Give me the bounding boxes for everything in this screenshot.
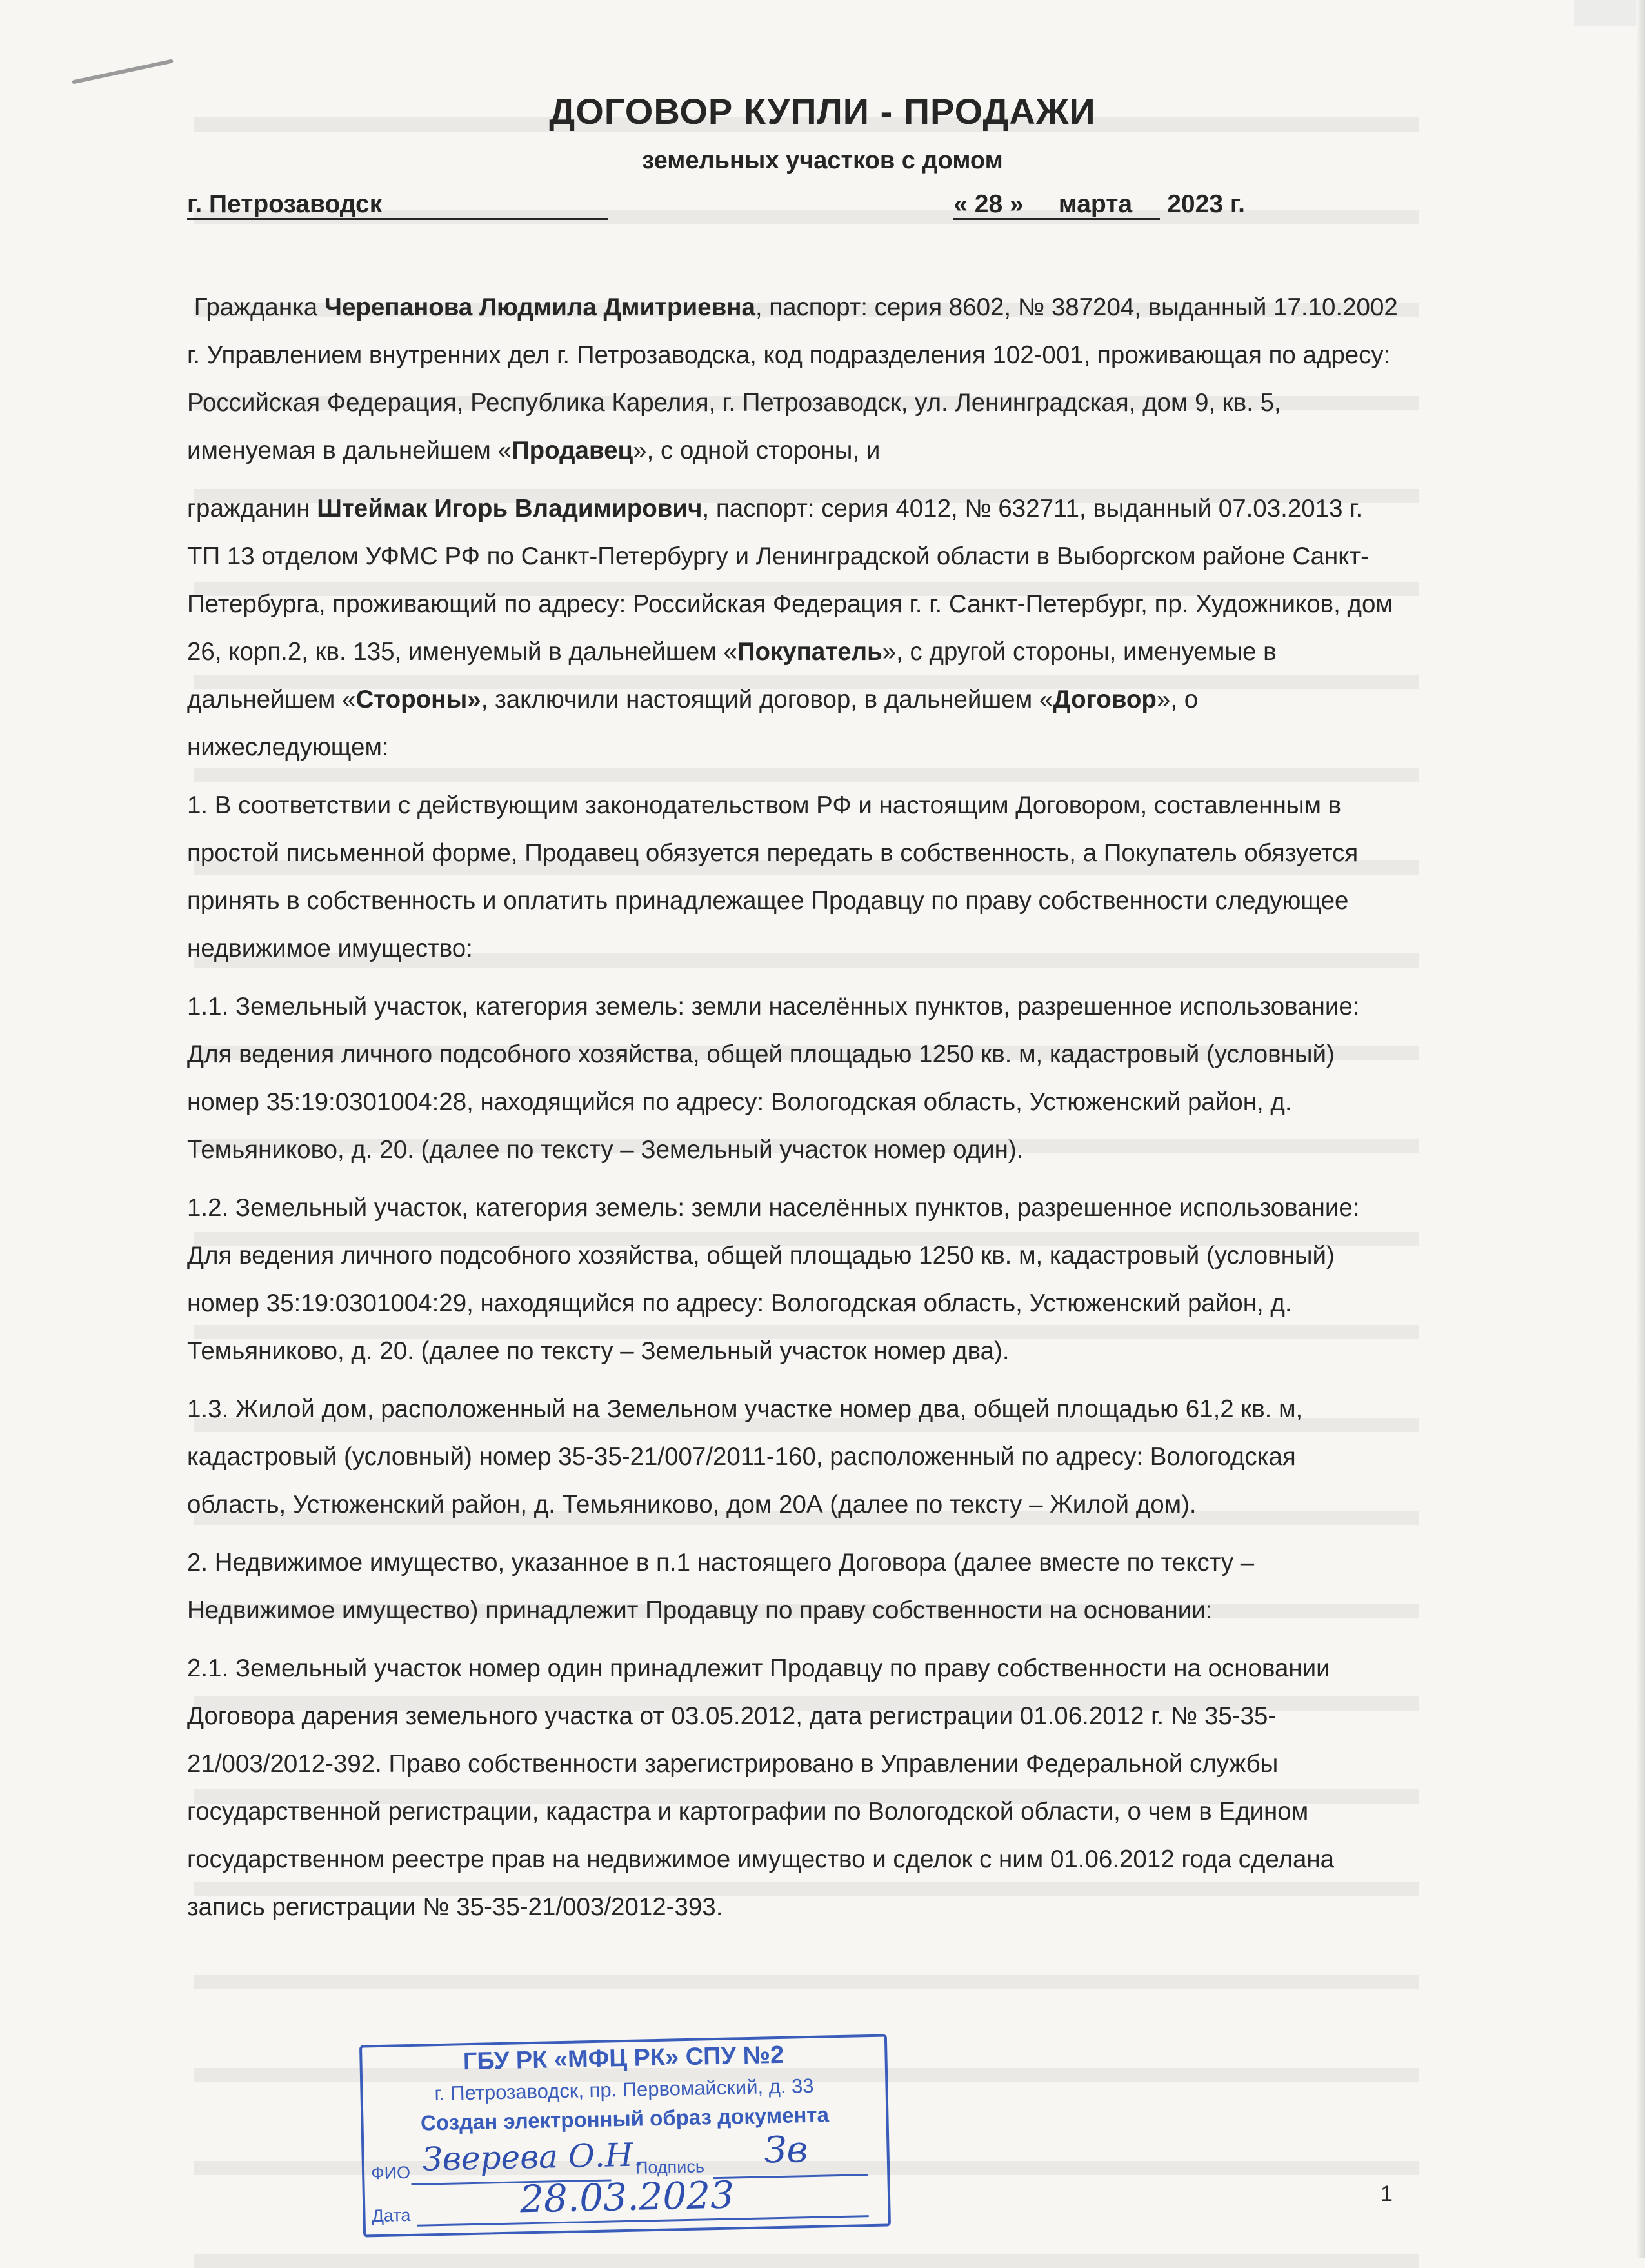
- buyer-paragraph: [187, 485, 1400, 771]
- mfc-stamp: [359, 2034, 891, 2237]
- seller-role: Продавец: [511, 437, 633, 464]
- seller-name: Черепанова Людмила Дмитриевна: [324, 293, 755, 321]
- staple-mark: [72, 59, 174, 84]
- stamp-date-handwriting: 28.03.2023: [519, 2173, 735, 2222]
- seller-prefix: Гражданка: [194, 293, 324, 321]
- city: г. Петрозаводск: [187, 190, 608, 220]
- clause-2: 2. Недвижимое имущество, указанное в п.1 настоящего Договора (далее вместе по тексту – Недвижимое имущество) принадлежит Продавцу по праву собственности на основании:: [187, 1549, 1255, 1624]
- seller-details: , паспорт: серия 8602, № 387204, выданный 17.10.2002 г. Управлением внутренних дел г. Петрозаводска, код подразделения 102-001, проживающая по адресу: Российская Федерация, Республика Карелия, г. Петрозаводск, ул. Ленинградская, дом 9, кв. 5, именуемая в дальнейшем «: [187, 293, 1398, 464]
- stamp-address: г. Петрозаводск, пр. Первомайский, д. 33: [434, 2074, 814, 2105]
- buyer-prefix: гражданин: [187, 495, 317, 522]
- seller-tail: », с одной стороны, и: [633, 437, 881, 464]
- buyer-details: , паспорт: серия 4012, № 632711, выданный 07.03.2013 г. ТП 13 отделом УФМС РФ по Санкт-Петербургу и Ленинградской области в Выборгском районе Санкт-Петербурга, проживающий по адресу: Российская Федерация г. г. Санкт-Петербург, пр. Художников, дом 26, корп.2, кв. 135, именуемый в дальнейшем «: [187, 495, 1393, 666]
- contract-role: Договор: [1053, 686, 1157, 713]
- paper-corner: [1574, 0, 1645, 26]
- clause-1-1: 1.1. Земельный участок, категория земель: земли населённых пунктов, разрешенное использование: Для ведения личного подсобного хозяйства, общей площадью 1250 кв. м, кадастровый (условный) номер 35:19:0301004:28, находящийся по адресу: Вологодская область, Устюженский район, д. Темьяниково, д. 20. (далее по тексту – Земельный участок номер один).: [187, 993, 1360, 1164]
- date-close-quote: »: [1010, 190, 1024, 218]
- stamp-fio-handwriting: Зверева О.Н.: [422, 2136, 644, 2178]
- clause-2-1: 2.1. Земельный участок номер один принадлежит Продавцу по праву собственности на основании Договора дарения земельного участка от 03.05.2012, дата регистрации 01.06.2012 г. № 35-35-21/003/2012-392. Право собственности зарегистрировано в Управлении Федеральной службы государственной регистрации, кадастра и картографии по Вологодской области, о чем в Едином государственном реестре прав на недвижимое имущество и сделок с ним 01.06.2012 года сделана запись регистрации № 35-35-21/003/2012-393.: [187, 1655, 1335, 1921]
- stamp-fio-label: ФИО: [370, 2162, 411, 2183]
- date-open-quote: «: [953, 190, 968, 218]
- document-subtitle: земельных участков с домом: [642, 147, 1003, 174]
- date-year: 2023 г.: [1167, 190, 1245, 218]
- buyer-mid: », с другой стороны, именуемые в дальнейшем «: [187, 638, 1277, 713]
- stamp-signature: Зв: [763, 2129, 808, 2172]
- stamp-org: ГБУ РК «МФЦ РК» СПУ №2: [463, 2041, 784, 2076]
- contract-body: [187, 284, 1400, 1942]
- date-day: 28: [974, 190, 1003, 218]
- stamp-note: Создан электронный образ документа: [420, 2102, 830, 2135]
- clause-1-3: 1.3. Жилой дом, расположенный на Земельном участке номер два, общей площадью 61,2 кв. м, кадастровый (условный) номер 35-35-21/007/2011-160, расположенный по адресу: Вологодская область, Устюженский район, д. Темьяниково, дом 20А (далее по тексту – Жилой дом).: [187, 1395, 1303, 1518]
- seller-paragraph: [187, 284, 1400, 475]
- date-month: марта: [1058, 190, 1133, 218]
- page-number: 1: [1381, 2182, 1393, 2206]
- stamp-date-label: Дата: [372, 2205, 411, 2226]
- clause-1: 1. В соответствии с действующим законодательством РФ и настоящим Договором, составленным в простой письменной форме, Продавец обязуется передать в собственность, а Покупатель обязуется принять в собственность и оплатить принадлежащее Продавцу по праву собственности следующее недвижимое имущество:: [187, 791, 1359, 962]
- stamp-signature-line: [713, 2174, 868, 2179]
- city-date-line: [187, 190, 1245, 219]
- document-title: ДОГОВОР КУПЛИ - ПРОДАЖИ: [549, 91, 1096, 132]
- contract-date: [953, 190, 1245, 219]
- buyer-role: Покупатель: [737, 638, 882, 666]
- stamp-signature-label: Подпись: [635, 2156, 705, 2178]
- buyer-name: Штеймак Игорь Владимирович: [317, 495, 703, 522]
- buyer-mid2: , заключили настоящий договор, в дальнейшем «: [481, 686, 1053, 713]
- clause-1-2: 1.2. Земельный участок, категория земель: земли населённых пунктов, разрешенное использование: Для ведения личного подсобного хозяйства, общей площадью 1250 кв. м, кадастровый (условный) номер 35:19:0301004:29, находящийся по адресу: Вологодская область, Устюженский район, д. Темьяниково, д. 20. (далее по тексту – Земельный участок номер два).: [187, 1194, 1360, 1365]
- parties-role: Стороны»: [355, 686, 481, 713]
- paper-edge: [1636, 0, 1645, 2258]
- buyer-tail: », о нижеследующем:: [187, 686, 1199, 761]
